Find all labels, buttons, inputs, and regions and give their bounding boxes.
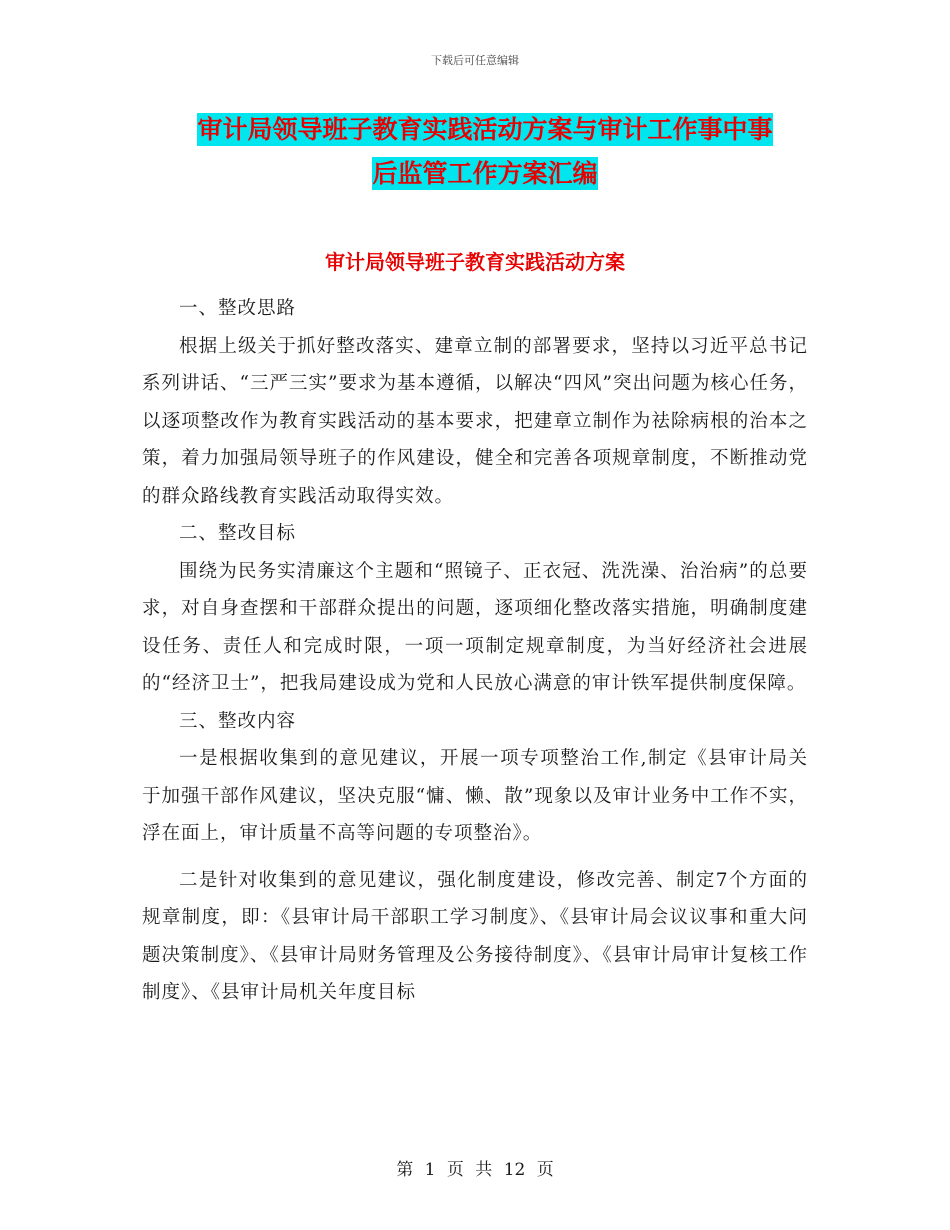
- heading-3: 三、整改内容: [179, 710, 297, 732]
- document-title: [150, 108, 820, 196]
- paragraph-2: 围绕为民务实清廉这个主题和“照镜子、正衣冠、洗洗澡、治治病”的总要求，对自身查摆和干部群众提出的问题，逐项细化整改落实措施，明确制度建设任务、责任人和完成时限，一项一项制定规章制度，为当好经济社会进展的“经济卫士”，把我局建设成为党和人民放心满意的审计铁军提供制度保障。: [142, 560, 808, 694]
- title-line-2: 后监管工作方案汇编: [372, 159, 598, 188]
- heading-1: 一、整改思路: [179, 298, 297, 319]
- paragraph-3: 一是根据收集到的意见建议，开展一项专项整治工作,制定《县审计局关于加强干部作风建议，坚决克服“慵、懒、散”现象以及审计业务中工作不实，浮在面上，审计质量不高等问题的专项整治》。: [142, 748, 808, 844]
- title-line-1: 审计局领导班子教育实践活动方案与审计工作事中事: [197, 115, 773, 144]
- paragraph-4: 二是针对收集到的意见建议，强化制度建设，修改完善、制定7个方面的规章制度，即：《县审计局干部职工学习制度》、《县审计局会议议事和重大问题决策制度》、《县审计局财务管理及公务接待制度》、《县审计局审计复核工作制度》、《县审计局机关年度目标: [142, 869, 808, 1003]
- page-footer: 第 1 页 共 12 页: [396, 1160, 554, 1180]
- paragraph-1: 根据上级关于抓好整改落实、建章立制的部署要求，坚持以习近平总书记系列讲话、“三严三实”要求为基本遵循，以解决“四风”突出问题为核心任务，以逐项整改作为教育实践活动的基本要求，把建章立制作为祛除病根的治本之策，着力加强局领导班子的作风建设，健全和完善各项规章制度，不断推动党的群众路线教育实践活动取得实效。: [142, 335, 808, 507]
- section-title: 审计局领导班子教育实践活动方案: [325, 250, 625, 274]
- document-body: [142, 290, 808, 1012]
- page-header-note: 下载后可任意编辑: [431, 54, 519, 67]
- heading-2: 二、整改目标: [179, 523, 297, 544]
